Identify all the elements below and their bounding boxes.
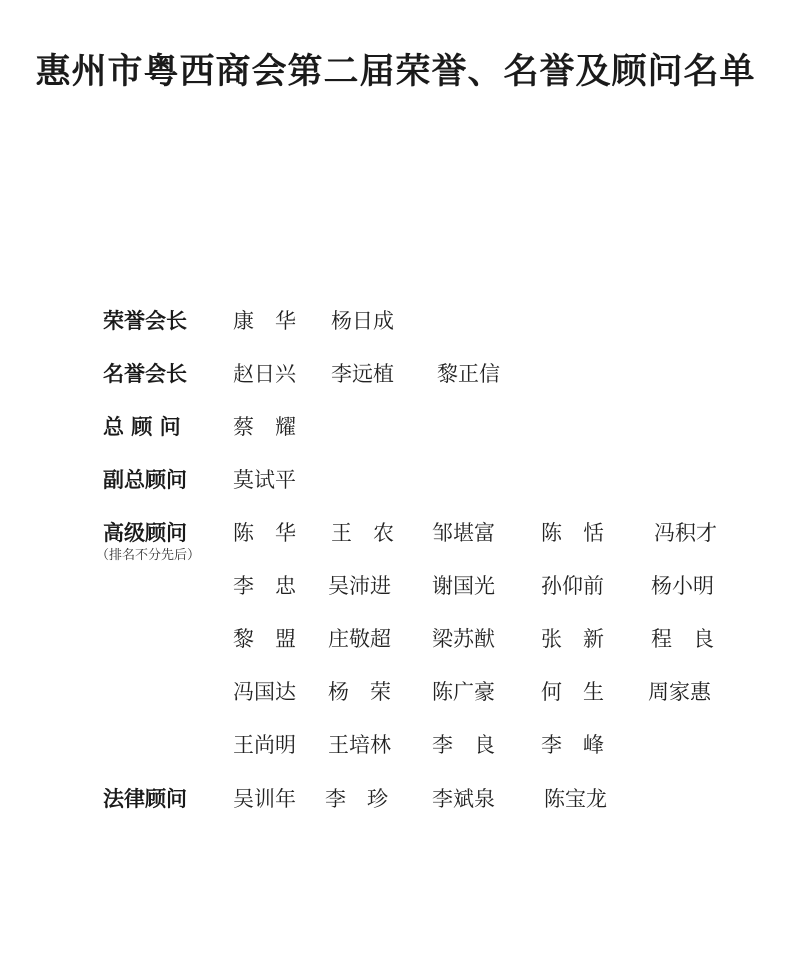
name-entry: 陈 华 bbox=[233, 521, 296, 545]
name-entry: 王尚明 bbox=[233, 733, 296, 757]
section-label-legal-advisor: 法律顾问 bbox=[103, 787, 187, 811]
name-entry: 谢国光 bbox=[432, 574, 495, 598]
name-entry: 杨 荣 bbox=[328, 680, 391, 704]
section-label-honorary-president: 荣誉会长 bbox=[103, 309, 187, 333]
name-entry: 庄敬超 bbox=[328, 627, 391, 651]
name-entry: 康 华 bbox=[233, 309, 296, 333]
name-entry: 李 忠 bbox=[233, 574, 296, 598]
name-entry: 蔡 耀 bbox=[233, 415, 296, 439]
section-label-deputy-chief-advisor: 副总顾问 bbox=[103, 468, 187, 492]
name-entry: 李 良 bbox=[432, 733, 495, 757]
name-entry: 李斌泉 bbox=[432, 787, 495, 811]
name-entry: 梁苏猷 bbox=[432, 627, 495, 651]
section-label-chief-advisor: 总 顾 问 bbox=[103, 415, 181, 439]
section-label-nominal-president: 名誉会长 bbox=[103, 362, 187, 386]
name-entry: 孙仰前 bbox=[541, 574, 604, 598]
name-entry: 赵日兴 bbox=[233, 362, 296, 386]
page-title: 惠州市粤西商会第二届荣誉、名誉及顾问名单 bbox=[35, 52, 756, 92]
name-entry: 程 良 bbox=[651, 627, 714, 651]
section-label-senior-advisors: 高级顾问 bbox=[103, 521, 187, 545]
name-entry: 冯积才 bbox=[654, 521, 717, 545]
name-entry: 陈宝龙 bbox=[544, 787, 607, 811]
name-entry: 王培林 bbox=[328, 733, 391, 757]
name-entry: 李 峰 bbox=[541, 733, 604, 757]
name-entry: 李 珍 bbox=[325, 787, 388, 811]
name-entry: 张 新 bbox=[541, 627, 604, 651]
name-entry: 陈 恬 bbox=[541, 521, 604, 545]
name-entry: 陈广豪 bbox=[432, 680, 495, 704]
section-note-ranking: （排名不分先后） bbox=[96, 548, 201, 563]
name-entry: 杨小明 bbox=[651, 574, 714, 598]
name-entry: 王 农 bbox=[331, 521, 394, 545]
name-entry: 黎正信 bbox=[437, 362, 500, 386]
name-entry: 何 生 bbox=[541, 680, 604, 704]
name-entry: 莫试平 bbox=[233, 468, 296, 492]
name-entry: 杨日成 bbox=[331, 309, 394, 333]
name-entry: 吴训年 bbox=[233, 787, 296, 811]
name-entry: 邹堪富 bbox=[432, 521, 495, 545]
name-entry: 吴沛进 bbox=[328, 574, 391, 598]
name-entry: 李远植 bbox=[331, 362, 394, 386]
name-entry: 黎 盟 bbox=[233, 627, 296, 651]
name-entry: 冯国达 bbox=[233, 680, 296, 704]
name-entry: 周家惠 bbox=[648, 680, 711, 704]
